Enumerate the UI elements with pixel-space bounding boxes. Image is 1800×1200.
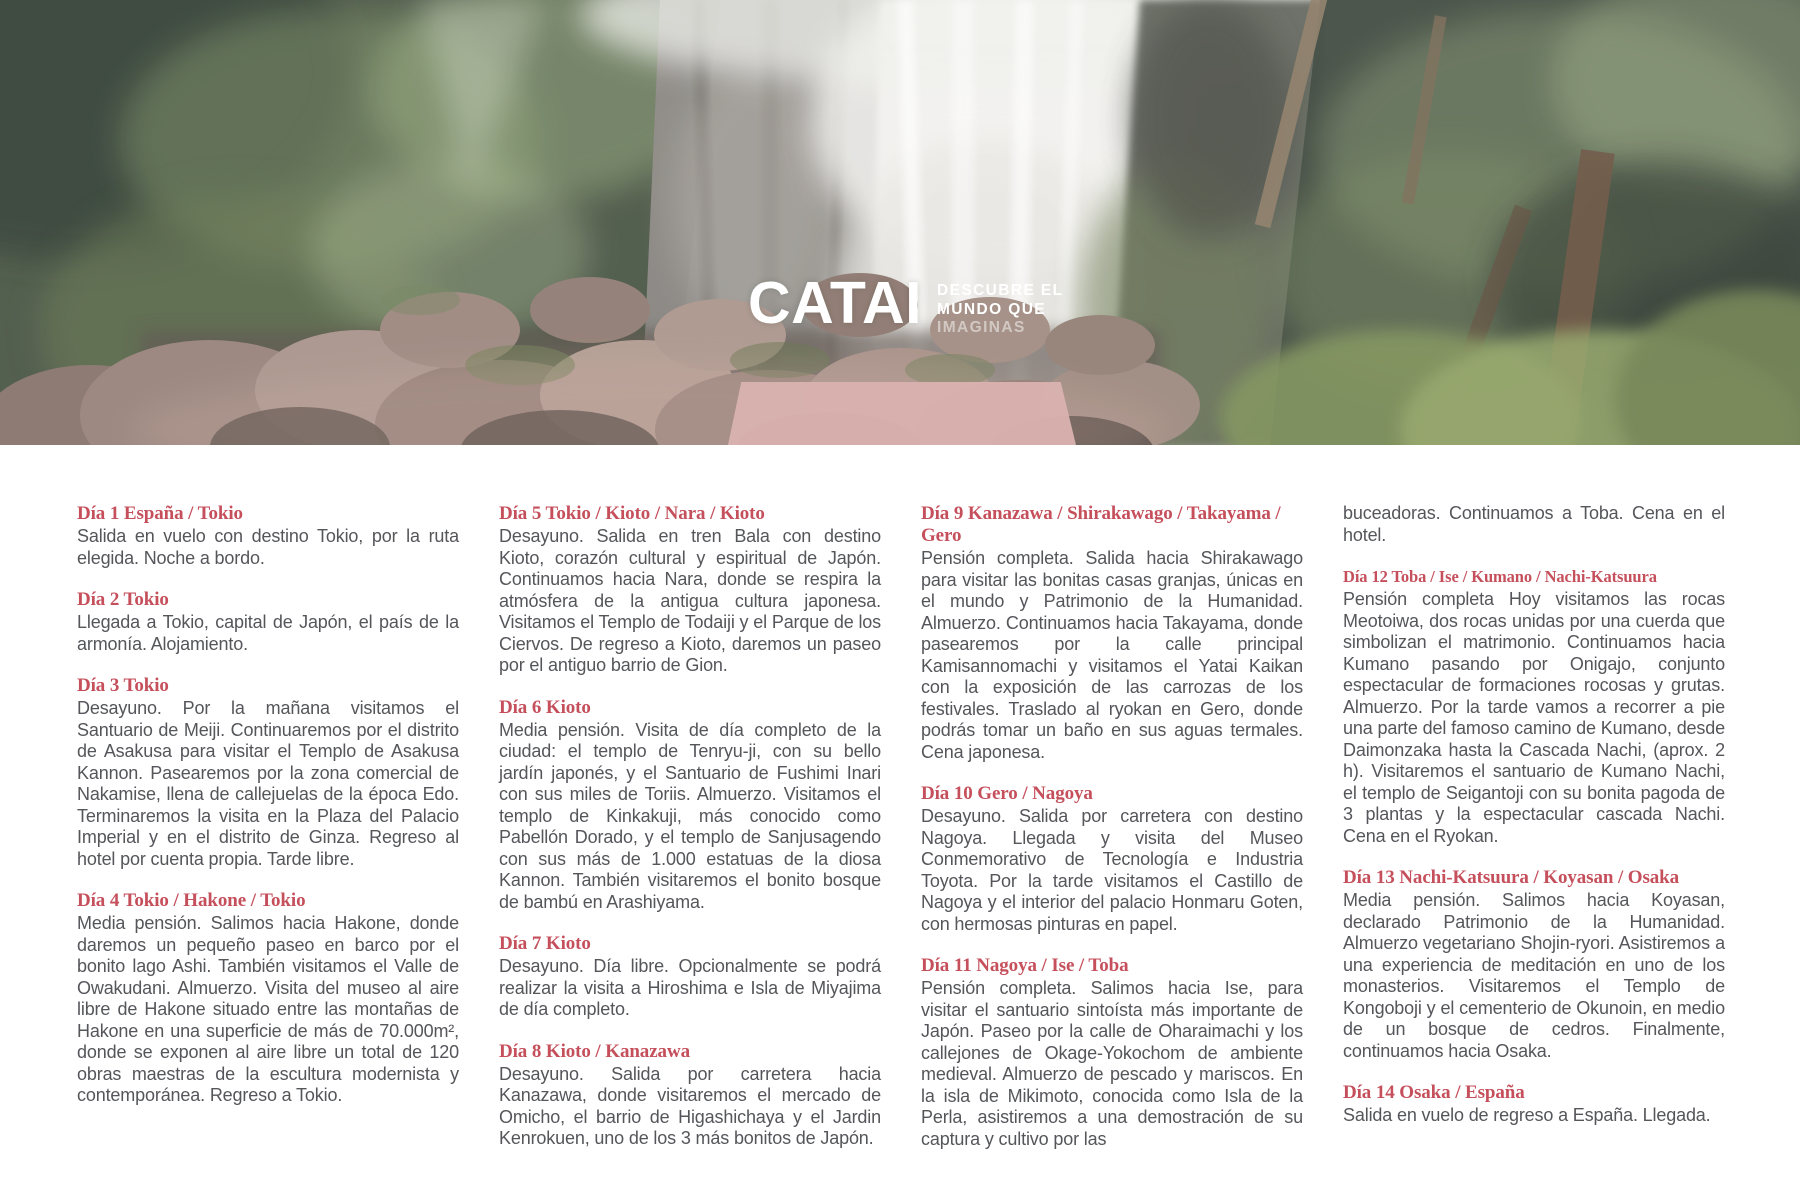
day-description: Pensión completa. Salida hacia Shirakawago para visitar las bonitas casas granjas, únicas en el mundo y Patrimonio de la Humanidad. Almuerzo. Continuamos hacia Takayama, donde pasearemos por la calle principal Kamisannomachi y visitamos el Yatai Kaikan con la exposición de las carrozas de los festivales. Traslado al ryokan en Gero, donde podrás tomar un baño en sus aguas termales. Cena japonesa. (921, 548, 1303, 762)
day-description: Salida en vuelo con destino Tokio, por la ruta elegida. Noche a bordo. (77, 526, 459, 568)
itinerary-entry-day-7 (499, 933, 881, 1021)
itinerary-column-1 (77, 503, 459, 1170)
itinerary-entry-day-4 (77, 890, 459, 1107)
day-description: Salida en vuelo de regreso a España. Llegada. (1343, 1105, 1711, 1125)
photo-wash-overlay (0, 0, 1800, 445)
itinerary-entry-day-9 (921, 503, 1303, 763)
day-description: Media pensión. Salimos hacia Koyasan, declarado Patrimonio de la Humanidad. Almuerzo vegetariano Shojin-ryori. Asistiremos a una experiencia de meditación en uno de los monasterios. Visitaremos el Templo de Kongoboji y el cementerio de Okunoin, en medio de un bosque de cedros. Finalmente, continuamos hacia Osaka. (1343, 890, 1725, 1061)
itinerary-entry-day-2 (77, 589, 459, 655)
day-heading: Día 2 Tokio (77, 589, 169, 610)
itinerary-entry-day-6 (499, 697, 881, 914)
day-heading: Día 6 Kioto (499, 696, 591, 718)
itinerary-entry-day-10 (921, 783, 1303, 935)
day-heading: Día 13 Nachi-Katsuura / Koyasan / Osaka (1343, 867, 1680, 888)
waterfall-forest-photo (0, 0, 1800, 445)
itinerary-entry-day-1 (77, 503, 459, 569)
day-description: Pensión completa. Salimos hacia Ise, para visitar el santuario sintoísta más importante de Japón. Paseo por la calle de Oharaimachi y los callejones de Okage-Yokochom de ambiente medieval. Almuerzo de pescado y mariscos. En la isla de Mikimoto, conocida como Isla de la Perla, asistiremos a una demostración de su captura y cultivo por las (921, 978, 1303, 1149)
day-description: Media pensión. Visita de día completo de la ciudad: el templo de Tenryu-ji, con su bello jardín japonés, y el Santuario de Fushimi Inari con sus miles de Toriis. Almuerzo. Visitamos el templo de Kinkakuji, más conocido como Pabellón Dorado, y el templo de Sanjusagendo con sus más de 1.000 estatuas de la diosa Kannon. También visitaremos el bonito bosque de bambú en Arashiyama. (499, 719, 881, 912)
day-heading: Día 10 Gero / Nagoya (921, 783, 1093, 804)
day-heading: Día 4 Tokio / Hakone / Tokio (77, 890, 306, 911)
tagline-line-3: IMAGINAS (937, 319, 1026, 336)
day-heading: Día 11 Nagoya / Ise / Toba (921, 955, 1129, 976)
day-description-continuation: buceadoras. Continuamos a Toba. Cena en el hotel. (1343, 503, 1725, 545)
day-heading: Día 8 Kioto / Kanazawa (499, 1040, 690, 1062)
day-heading: Día 9 Kanazawa / Shirakawago / Takayama / Gero (921, 503, 1281, 546)
catai-logo-wordmark: CATAI (748, 270, 922, 336)
itinerary-entry-day-12 (1343, 566, 1725, 847)
catai-logo (748, 270, 1064, 338)
itinerary-entry-day-11 (921, 955, 1303, 1150)
day-description: Desayuno. Día libre. Opcionalmente se podrá realizar la visita a Hiroshima e Isla de Miyajima de día completo. (499, 956, 881, 1019)
day-heading: Día 7 Kioto (499, 933, 591, 954)
itinerary-entry-day-5 (499, 503, 881, 677)
day-description: Desayuno. Salida por carretera hacia Kanazawa, donde visitaremos el mercado de Omicho, el barrio de Higashichaya y el Jardin Kenrokuen, uno de los 3 más bonitos de Japón. (499, 1063, 881, 1148)
itinerary-entry-day-11-continuation (1343, 503, 1725, 546)
day-description: Media pensión. Salimos hacia Hakone, donde daremos un pequeño paseo en barco por el bonito lago Ashi. También visitamos el Valle de Owakudani. Almuerzo. Visita del museo al aire libre de Hakone situado entre las montañas de Hakone en una superficie de más de 70.000m², donde se exponen al aire libre un total de 120 obras maestras de la escultura modernista y contemporánea. Regreso a Tokio. (77, 913, 459, 1105)
itinerary-entry-day-8 (499, 1041, 881, 1150)
day-description: Desayuno. Por la mañana visitamos el Santuario de Meiji. Continuaremos por el distrito de Asakusa para visitar el Templo de Asakusa Kannon. Pasearemos por la zona comercial de Nakamise, llena de callejuelas de la época Edo. Terminaremos la visita en la Plaza del Palacio Imperial y en el distrito de Ginza. Regreso al hotel por cuenta propia. Tarde libre. (77, 698, 459, 869)
itinerary-entry-day-13 (1343, 867, 1725, 1062)
day-heading: Día 14 Osaka / España (1343, 1082, 1525, 1103)
day-description: Pensión completa Hoy visitamos las rocas Meotoiwa, dos rocas unidas por una cuerda que simbolizan el matrimonio. Continuamos hacia Kumano pasando por Onigajo, conjunto espectacular de formaciones rocosas y grutas. Almuerzo. Por la tarde vamos a recorrer a pie una parte del famoso camino de Kumano, desde Daimonzaka hasta la Cascada Nachi, (aprox. 2 h). Visitaremos el santuario de Kumano Nachi, el templo de Seigantoji con su bonita pagoda de 3 plantas y la espectacular cascada Nachi. Cena en el Ryokan. (1343, 589, 1725, 846)
itinerary-columns (77, 503, 1725, 1170)
tagline-line-2: MUNDO QUE (937, 300, 1047, 318)
day-heading: Día 1 España / Tokio (77, 503, 243, 524)
day-heading: Día 3 Tokio (77, 675, 169, 696)
itinerary-column-4 (1343, 503, 1725, 1170)
itinerary-entry-day-3 (77, 675, 459, 870)
catai-logo-tagline (937, 280, 1064, 338)
day-description: Desayuno. Salida en tren Bala con destino Kioto, corazón cultural y espiritual de Japón. Continuamos hacia Nara, donde se respira la atmósfera de la antigua cultura japonesa. Visitamos el Templo de Todaiji y el Parque de los Ciervos. De regreso a Kioto, daremos un paseo por el antiguo barrio de Gion. (499, 526, 881, 675)
day-description: Llegada a Tokio, capital de Japón, el país de la armonía. Alojamiento. (77, 612, 459, 654)
day-description: Desayuno. Salida por carretera con destino Nagoya. Llegada y visita del Museo Conmemorativo de Tecnología e Industria Toyota. Por la tarde visitamos el Castillo de Nagoya y el interior del palacio Honmaru Goten, con hermosas pinturas en papel. (921, 806, 1303, 934)
tagline-line-1: DESCUBRE EL (937, 282, 1064, 299)
itinerary-entry-day-14 (1343, 1082, 1725, 1127)
day-heading: Día 12 Toba / Ise / Kumano / Nachi-Katsuura (1343, 567, 1657, 586)
itinerary-column-2 (499, 503, 881, 1170)
pink-trapezoid-shape (728, 382, 1076, 445)
day-heading: Día 5 Tokio / Kioto / Nara / Kioto (499, 503, 765, 524)
hero-photo (0, 0, 1800, 445)
itinerary-column-3 (921, 503, 1303, 1170)
